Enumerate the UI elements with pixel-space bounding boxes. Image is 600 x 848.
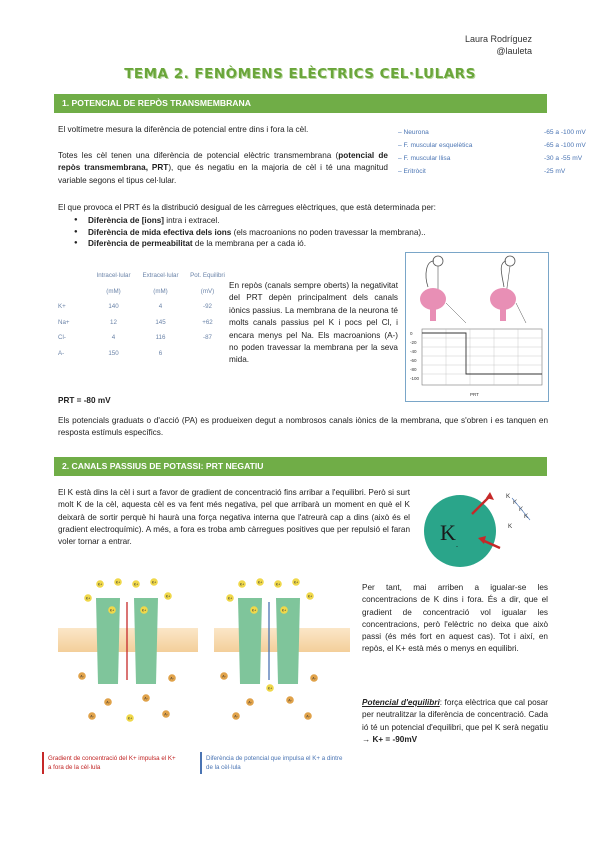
- ion-a: A-: [80, 674, 84, 679]
- potential-cell: – Neurona: [398, 129, 429, 136]
- scale-label: 0: [410, 331, 413, 336]
- ion-a: A-: [312, 676, 316, 681]
- table-row: [56, 346, 231, 362]
- potential-cell: – F. muscular llisa: [398, 155, 451, 162]
- potential-row: [398, 165, 566, 178]
- ion-k: K+: [115, 580, 121, 585]
- ion-k: K+: [97, 582, 103, 587]
- cell-charge-label: -: [456, 544, 458, 550]
- list-item: [58, 215, 548, 227]
- ion-k: K+: [109, 608, 115, 613]
- potential-row: [398, 126, 586, 139]
- ion-k: K+: [133, 582, 139, 587]
- potencials-graduats-text: Els potencials graduats o d'acció (PA) es produeixen degut a nombrosos canals iònics de la membrana, que s'obren i es tanquen en resposta estímuls específics.: [58, 416, 548, 438]
- table-header-empty: [56, 268, 90, 284]
- ion-k: K+: [151, 580, 157, 585]
- bullet-bold: Diferència de [ions]: [88, 216, 164, 225]
- ion-k: K+: [165, 594, 171, 599]
- voltmeter-illustration: [406, 253, 548, 401]
- caption-potential-difference: Diferència de potencial que impulsa el K+ a dintre de la cèl·lula: [206, 755, 343, 771]
- repos-text: En repòs (canals sempre oberts) la negativitat del PRT depèn principalment dels canals iònics passius. La membrana de la neurona té molts canals passius pel K i pocs pel Cl, i encara menys pel Na. Els macroanions (A-) no poden travessar la membrana per la seva mida.: [229, 281, 398, 365]
- list-item: [58, 227, 548, 239]
- prt-def-part-a: Totes les cèl tenen una diferència de potencial elèctric transmembrana (: [58, 151, 339, 160]
- author-name: Laura Rodríguez: [464, 34, 532, 44]
- ion-k: K+: [257, 580, 263, 585]
- cell-body-icon: [424, 495, 496, 567]
- table-unit: (mM): [153, 287, 168, 295]
- ion-extra: 4: [158, 303, 163, 311]
- table-units-row: [56, 284, 231, 300]
- ion-a: A-: [234, 714, 238, 719]
- ion-extra: 145: [155, 318, 166, 326]
- prt-factors-list: [58, 215, 548, 250]
- channel-left-a: [96, 598, 120, 684]
- scale-label: -40: [410, 349, 417, 354]
- table-header: Pot. Equilibri: [190, 272, 225, 280]
- ion-intra: 140: [108, 303, 119, 311]
- ion-k: K+: [227, 596, 233, 601]
- ion-intra: 150: [108, 349, 119, 357]
- table-units-empty: [56, 284, 90, 300]
- table-unit: (mM): [106, 287, 121, 295]
- ion-label: K+: [58, 303, 66, 311]
- prt-def-bold: potencial de repòs transmembrana, PRT: [58, 151, 388, 173]
- ion-k: K+: [251, 608, 257, 613]
- neuron-2-icon: [490, 288, 516, 310]
- ion-intra: 12: [110, 318, 117, 326]
- list-item: [58, 238, 548, 250]
- table-row: [56, 299, 231, 315]
- potential-value: -65 a -100 mV: [544, 142, 586, 149]
- potential-value: -65 a -100 mV: [544, 129, 586, 136]
- k-out-label: K: [506, 493, 511, 500]
- potential-value: -25 mV: [544, 168, 566, 175]
- potential-row: [398, 152, 583, 165]
- section-1-heading: 1. POTENCIAL DE REPÒS TRANSMEMBRANA: [54, 94, 547, 113]
- ion-k: K+: [239, 582, 245, 587]
- neuron-1-icon: [420, 288, 446, 310]
- channel-right-b: [276, 598, 300, 684]
- ion-k: K+: [281, 608, 287, 613]
- figure-label: PRT: [470, 392, 479, 397]
- ion-a: A-: [144, 696, 148, 701]
- prt-cause: El que provoca el PRT és la distribució desigual de les càrregues elèctriques, que està determinada per:: [58, 203, 436, 212]
- section-2-paragraph: El K està dins la cèl i surt a favor de gradient de concentració fins arribar a l'equilibri. Però si surt molt K de la cèl, aquesta cèl es va fent més negativa, pel que arribarà un moment en què el K deixarà de sortir perquè hi haurà una força negativa interna que l'atreurà cap a dins (això és el gradient electroquímic). A més, a fora es troba amb càrregues positives que per repulsió el faran voler tornar a entrar.: [58, 488, 410, 547]
- bullet-bold: Diferència de mida efectiva dels ions: [88, 227, 232, 237]
- section-1-prt-definition: [58, 150, 388, 187]
- eq-result: → K+ = -90mV: [362, 734, 418, 744]
- k-out-label: K: [519, 506, 524, 513]
- ion-a: A-: [222, 674, 226, 679]
- meter-1-icon: [433, 256, 443, 266]
- potential-cell: – F. muscular esquelètica: [398, 142, 473, 149]
- table-header-row: [56, 268, 231, 284]
- ion-label: A-: [58, 349, 65, 357]
- scale-label: -20: [410, 340, 417, 345]
- eq-title: Potencial d'equilibri: [362, 698, 440, 707]
- table-header: Extracel·lular: [142, 272, 179, 280]
- channel-right-a: [238, 598, 262, 684]
- ion-intra: 4: [111, 334, 116, 342]
- ion-k: K+: [307, 594, 313, 599]
- ion-label: Cl-: [58, 334, 66, 342]
- potential-cell: – Eritròcit: [398, 168, 426, 175]
- ion-eq: -92: [203, 303, 212, 311]
- caption-concentration-gradient: Gradient de concentració del K+ impulsa el K+ a fora de la cèl·lula: [48, 755, 176, 771]
- ion-label: Na+: [58, 318, 70, 326]
- k-out-label: K: [524, 513, 529, 520]
- scale-label: -80: [410, 367, 417, 372]
- potential-row: [398, 139, 586, 152]
- equilibrium-potential-text: [362, 697, 548, 746]
- table-row: [56, 330, 231, 346]
- membrane-left: [58, 628, 198, 652]
- author-handle: @lauleta: [496, 46, 532, 56]
- k-channel-diagrams: [58, 576, 350, 752]
- page-title: TEMA 2. FENÒMENS ELÈCTRICS CEL·LULARS: [124, 66, 476, 82]
- ion-extra: 6: [158, 349, 163, 357]
- prt-def-part-b: ), que és negatiu en la majoria de cèl i té una magnitud variable segons el tipus cel·lular.: [58, 163, 388, 185]
- scale-label: -60: [410, 358, 417, 363]
- k-out-label: K: [508, 523, 513, 530]
- ion-eq: +62: [202, 318, 213, 326]
- section-1-intro: El voltímetre mesura la diferència de potencial entre dins i fora la cèl.: [58, 125, 309, 134]
- eq-text: : força elèctrica que cal posar per neutralitzar la diferència de concentració. Cada ió té un potencial d'equilibri, que pel K serà negatiu: [362, 698, 548, 732]
- author-block: [465, 33, 532, 57]
- k-cell-diagram: [420, 484, 550, 574]
- ion-a: A-: [90, 714, 94, 719]
- ion-k: K+: [293, 580, 299, 585]
- red-arrow-icon: [42, 752, 44, 774]
- bullet-bold: Diferència de permeabilitat: [88, 239, 193, 248]
- bullet-rest: intra i extracel.: [163, 216, 220, 225]
- ion-eq: [184, 346, 231, 362]
- blue-arrow-icon: [200, 752, 202, 774]
- voltmeter-figure: [405, 252, 549, 402]
- bullet-rest: de la membrana per a cada ió.: [192, 239, 306, 248]
- ion-a: A-: [170, 676, 174, 681]
- ion-k: K+: [141, 608, 147, 613]
- scale-label: -100: [410, 376, 420, 381]
- ion-k: K+: [267, 686, 273, 691]
- per-tant-text: Per tant, mai arriben a igualar-se les concentracions de K dins i fora. És a dir, que el gradient de concentració vol igualar les concentracions, però l'elèctric no deixa que això passi (és més fort en aquest cas). Tot i així, en repòs, el K+ està més o menys en equilibri.: [362, 583, 548, 654]
- potential-value: -30 a -55 mV: [544, 155, 583, 162]
- ion-k: K+: [85, 596, 91, 601]
- cell-k-label: K: [440, 520, 456, 545]
- ion-a: A-: [248, 700, 252, 705]
- table-header: Intracel·lular: [96, 272, 131, 280]
- membrane-potentials-list: [398, 126, 586, 178]
- ion-k: K+: [275, 582, 281, 587]
- ion-eq: -87: [203, 334, 212, 342]
- section-2-heading: 2. CANALS PASSIUS DE POTASSI: PRT NEGATIU: [54, 457, 547, 476]
- ion-a: A-: [106, 700, 110, 705]
- meter-2-icon: [505, 256, 515, 266]
- ion-a: A-: [306, 714, 310, 719]
- table-row: [56, 315, 231, 331]
- ion-k: K+: [127, 716, 133, 721]
- ion-extra: 116: [155, 334, 166, 342]
- k-out-label: K: [513, 499, 518, 506]
- prt-value: PRT = -80 mV: [58, 396, 111, 405]
- bullet-rest: (els macroanions no poden travessar la membrana)..: [231, 227, 426, 237]
- ion-a: A-: [164, 712, 168, 717]
- ion-concentration-table: [56, 268, 231, 361]
- ion-a: A-: [288, 698, 292, 703]
- table-unit: (mV): [200, 287, 215, 295]
